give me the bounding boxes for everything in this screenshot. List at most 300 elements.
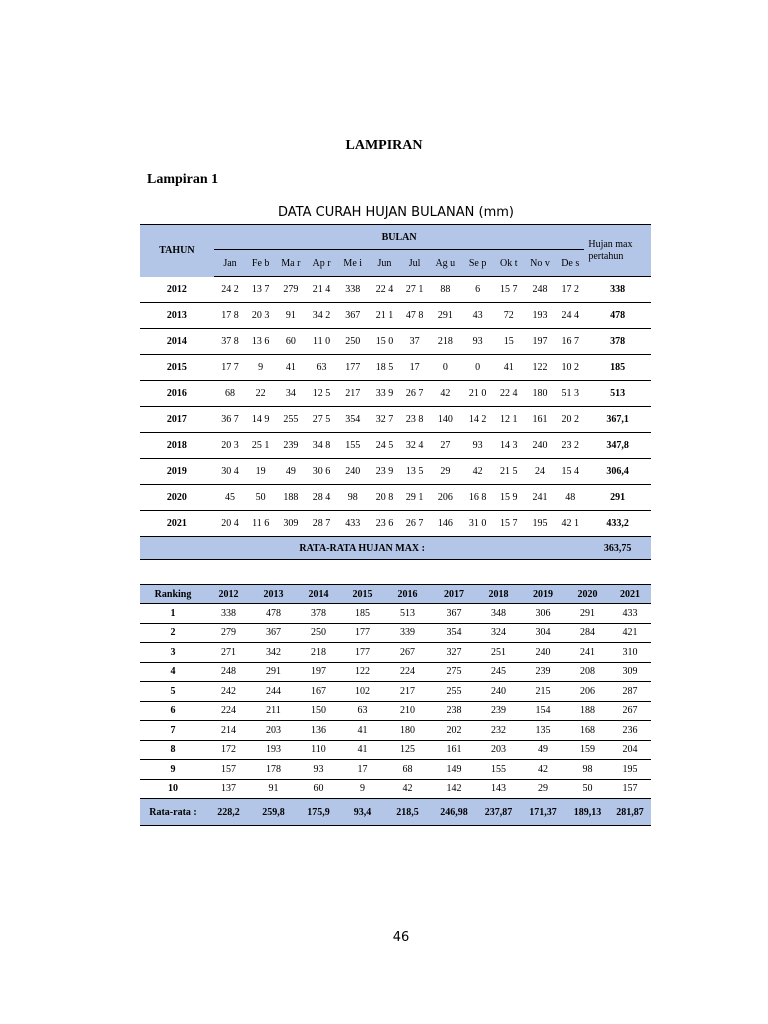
rainfall-cell: 22 4 xyxy=(494,381,524,407)
table-row xyxy=(140,433,651,459)
rainfall-cell: 15 7 xyxy=(494,277,524,303)
rainfall-cell: 17 8 xyxy=(214,303,246,329)
value-cell: 240 xyxy=(477,682,520,702)
rainfall-cell: 29 1 xyxy=(400,485,429,511)
value-cell: 50 xyxy=(566,779,609,799)
value-cell: 287 xyxy=(609,682,651,702)
rainfall-cell: 41 xyxy=(275,355,306,381)
rainfall-cell: 42 xyxy=(461,459,493,485)
rainfall-cell: 20 3 xyxy=(214,433,246,459)
rank-cell: 8 xyxy=(140,740,206,760)
rainfall-cell: 433 xyxy=(337,511,369,537)
year-cell: 2016 xyxy=(140,381,214,407)
value-cell: 93 xyxy=(296,760,341,780)
table-row xyxy=(140,760,651,780)
table-row xyxy=(140,485,651,511)
value-cell: 236 xyxy=(609,721,651,741)
rainfall-cell: 93 xyxy=(461,329,493,355)
rainfall-cell: 45 xyxy=(214,485,246,511)
value-cell: 177 xyxy=(341,643,384,663)
rainfall-cell: 18 5 xyxy=(369,355,400,381)
rainfall-cell: 33 9 xyxy=(369,381,400,407)
column-header: 2019 xyxy=(520,585,566,604)
rainfall-cell: 93 xyxy=(461,433,493,459)
rainfall-cell: 146 xyxy=(429,511,461,537)
value-cell: 157 xyxy=(609,779,651,799)
value-cell: 513 xyxy=(384,604,431,624)
rank-cell: 6 xyxy=(140,701,206,721)
value-cell: 41 xyxy=(341,721,384,741)
value-cell: 354 xyxy=(431,623,477,643)
average-value: 228,2 xyxy=(206,799,251,826)
rainfall-cell: 21 0 xyxy=(461,381,493,407)
table-row xyxy=(140,511,651,537)
annual-max-cell: 338 xyxy=(584,277,651,303)
value-cell: 291 xyxy=(251,662,296,682)
rainfall-cell: 338 xyxy=(337,277,369,303)
table-row xyxy=(140,662,651,682)
value-cell: 478 xyxy=(251,604,296,624)
rainfall-cell: 16 7 xyxy=(556,329,584,355)
value-cell: 291 xyxy=(566,604,609,624)
table1-title: DATA CURAH HUJAN BULANAN (mm) xyxy=(278,205,514,220)
table-row xyxy=(140,407,651,433)
value-cell: 125 xyxy=(384,740,431,760)
rainfall-cell: 367 xyxy=(337,303,369,329)
column-header: Ranking xyxy=(140,585,206,604)
rainfall-cell: 34 xyxy=(275,381,306,407)
rainfall-cell: 24 4 xyxy=(556,303,584,329)
value-cell: 284 xyxy=(566,623,609,643)
rainfall-cell: 26 7 xyxy=(400,381,429,407)
month-header: No v xyxy=(524,250,556,277)
value-cell: 310 xyxy=(609,643,651,663)
average-value: 175,9 xyxy=(296,799,341,826)
value-cell: 239 xyxy=(477,701,520,721)
rainfall-cell: 155 xyxy=(337,433,369,459)
monthly-rainfall-table xyxy=(140,224,651,560)
table-row xyxy=(140,604,651,624)
value-cell: 240 xyxy=(520,643,566,663)
column-header: 2014 xyxy=(296,585,341,604)
value-cell: 185 xyxy=(341,604,384,624)
annual-max-cell: 367,1 xyxy=(584,407,651,433)
value-cell: 63 xyxy=(341,701,384,721)
rainfall-cell: 193 xyxy=(524,303,556,329)
value-cell: 137 xyxy=(206,779,251,799)
rainfall-cell: 32 7 xyxy=(369,407,400,433)
value-cell: 42 xyxy=(520,760,566,780)
rainfall-cell: 13 5 xyxy=(400,459,429,485)
value-cell: 142 xyxy=(431,779,477,799)
rainfall-cell: 15 7 xyxy=(494,511,524,537)
value-cell: 159 xyxy=(566,740,609,760)
rainfall-cell: 15 xyxy=(494,329,524,355)
rainfall-cell: 25 1 xyxy=(246,433,275,459)
month-header: Ag u xyxy=(429,250,461,277)
value-cell: 232 xyxy=(477,721,520,741)
year-cell: 2015 xyxy=(140,355,214,381)
value-cell: 327 xyxy=(431,643,477,663)
rainfall-cell: 17 2 xyxy=(556,277,584,303)
page-heading: LAMPIRAN xyxy=(345,138,423,153)
annual-max-cell: 185 xyxy=(584,355,651,381)
rainfall-cell: 27 1 xyxy=(400,277,429,303)
rainfall-cell: 68 xyxy=(214,381,246,407)
value-cell: 188 xyxy=(566,701,609,721)
rainfall-cell: 13 6 xyxy=(246,329,275,355)
rainfall-cell: 240 xyxy=(524,433,556,459)
rainfall-cell: 17 7 xyxy=(214,355,246,381)
average-value: 246,98 xyxy=(431,799,477,826)
rainfall-cell: 14 9 xyxy=(246,407,275,433)
value-cell: 168 xyxy=(566,721,609,741)
value-cell: 338 xyxy=(206,604,251,624)
rainfall-cell: 11 6 xyxy=(246,511,275,537)
table-row xyxy=(140,740,651,760)
column-header: 2013 xyxy=(251,585,296,604)
rainfall-cell: 23 8 xyxy=(400,407,429,433)
rainfall-cell: 122 xyxy=(524,355,556,381)
rank-cell: 9 xyxy=(140,760,206,780)
table-row xyxy=(140,701,651,721)
rainfall-cell: 63 xyxy=(306,355,336,381)
rainfall-cell: 28 7 xyxy=(306,511,336,537)
rainfall-cell: 13 7 xyxy=(246,277,275,303)
table-row xyxy=(140,623,651,643)
value-cell: 149 xyxy=(431,760,477,780)
annual-max-header: Hujan max pertahun xyxy=(584,225,651,277)
table-row xyxy=(140,381,651,407)
rainfall-cell: 9 xyxy=(246,355,275,381)
value-cell: 204 xyxy=(609,740,651,760)
rainfall-cell: 23 6 xyxy=(369,511,400,537)
rainfall-cell: 31 0 xyxy=(461,511,493,537)
value-cell: 214 xyxy=(206,721,251,741)
month-group-header: BULAN xyxy=(214,225,584,250)
value-cell: 195 xyxy=(609,760,651,780)
rainfall-cell: 37 xyxy=(400,329,429,355)
value-cell: 49 xyxy=(520,740,566,760)
annual-max-cell: 291 xyxy=(584,485,651,511)
value-cell: 68 xyxy=(384,760,431,780)
month-header: Ap r xyxy=(306,250,336,277)
value-cell: 271 xyxy=(206,643,251,663)
rainfall-cell: 218 xyxy=(429,329,461,355)
rainfall-cell: 23 2 xyxy=(556,433,584,459)
table-row xyxy=(140,355,651,381)
value-cell: 136 xyxy=(296,721,341,741)
rainfall-cell: 24 5 xyxy=(369,433,400,459)
rainfall-cell: 180 xyxy=(524,381,556,407)
column-header: 2020 xyxy=(566,585,609,604)
rainfall-cell: 30 6 xyxy=(306,459,336,485)
column-header: 2018 xyxy=(477,585,520,604)
rainfall-cell: 354 xyxy=(337,407,369,433)
rank-cell: 10 xyxy=(140,779,206,799)
value-cell: 267 xyxy=(384,643,431,663)
value-cell: 206 xyxy=(566,682,609,702)
rainfall-cell: 42 1 xyxy=(556,511,584,537)
rainfall-cell: 49 xyxy=(275,459,306,485)
year-cell: 2017 xyxy=(140,407,214,433)
value-cell: 42 xyxy=(384,779,431,799)
value-cell: 367 xyxy=(431,604,477,624)
rainfall-cell: 217 xyxy=(337,381,369,407)
rainfall-cell: 140 xyxy=(429,407,461,433)
value-cell: 161 xyxy=(431,740,477,760)
rainfall-cell: 20 8 xyxy=(369,485,400,511)
value-cell: 304 xyxy=(520,623,566,643)
value-cell: 208 xyxy=(566,662,609,682)
annual-max-cell: 306,4 xyxy=(584,459,651,485)
rainfall-cell: 197 xyxy=(524,329,556,355)
rank-cell: 1 xyxy=(140,604,206,624)
value-cell: 91 xyxy=(251,779,296,799)
year-cell: 2019 xyxy=(140,459,214,485)
year-cell: 2014 xyxy=(140,329,214,355)
rainfall-cell: 21 4 xyxy=(306,277,336,303)
rainfall-cell: 195 xyxy=(524,511,556,537)
value-cell: 155 xyxy=(477,760,520,780)
value-cell: 102 xyxy=(341,682,384,702)
column-header: 2016 xyxy=(384,585,431,604)
value-cell: 342 xyxy=(251,643,296,663)
value-cell: 202 xyxy=(431,721,477,741)
month-header: Me i xyxy=(337,250,369,277)
value-cell: 250 xyxy=(296,623,341,643)
table-row xyxy=(140,779,651,799)
rank-cell: 3 xyxy=(140,643,206,663)
rainfall-cell: 241 xyxy=(524,485,556,511)
value-cell: 248 xyxy=(206,662,251,682)
value-cell: 255 xyxy=(431,682,477,702)
value-cell: 267 xyxy=(609,701,651,721)
rainfall-cell: 6 xyxy=(461,277,493,303)
value-cell: 157 xyxy=(206,760,251,780)
value-cell: 203 xyxy=(477,740,520,760)
year-cell: 2012 xyxy=(140,277,214,303)
month-header: Se p xyxy=(461,250,493,277)
value-cell: 215 xyxy=(520,682,566,702)
month-header: Jun xyxy=(369,250,400,277)
rainfall-cell: 250 xyxy=(337,329,369,355)
rank-cell: 4 xyxy=(140,662,206,682)
annual-max-cell: 378 xyxy=(584,329,651,355)
value-cell: 244 xyxy=(251,682,296,702)
rainfall-cell: 17 xyxy=(400,355,429,381)
rainfall-cell: 279 xyxy=(275,277,306,303)
value-cell: 98 xyxy=(566,760,609,780)
month-header: Fe b xyxy=(246,250,275,277)
rainfall-cell: 177 xyxy=(337,355,369,381)
value-cell: 150 xyxy=(296,701,341,721)
rainfall-cell: 24 2 xyxy=(214,277,246,303)
value-cell: 211 xyxy=(251,701,296,721)
rainfall-cell: 21 5 xyxy=(494,459,524,485)
average-value: 281,87 xyxy=(609,799,651,826)
rainfall-cell: 41 xyxy=(494,355,524,381)
average-label: Rata-rata : xyxy=(140,799,206,826)
average-value: 259,8 xyxy=(251,799,296,826)
value-cell: 203 xyxy=(251,721,296,741)
year-cell: 2020 xyxy=(140,485,214,511)
value-cell: 41 xyxy=(341,740,384,760)
annual-max-cell: 478 xyxy=(584,303,651,329)
rainfall-cell: 26 7 xyxy=(400,511,429,537)
rainfall-cell: 29 xyxy=(429,459,461,485)
value-cell: 242 xyxy=(206,682,251,702)
value-cell: 110 xyxy=(296,740,341,760)
value-cell: 238 xyxy=(431,701,477,721)
table-row xyxy=(140,643,651,663)
rainfall-cell: 255 xyxy=(275,407,306,433)
rainfall-cell: 239 xyxy=(275,433,306,459)
rainfall-cell: 22 xyxy=(246,381,275,407)
value-cell: 367 xyxy=(251,623,296,643)
rainfall-cell: 20 4 xyxy=(214,511,246,537)
average-value: 189,13 xyxy=(566,799,609,826)
average-value: 171,37 xyxy=(520,799,566,826)
value-cell: 9 xyxy=(341,779,384,799)
value-cell: 154 xyxy=(520,701,566,721)
rainfall-cell: 161 xyxy=(524,407,556,433)
rainfall-cell: 72 xyxy=(494,303,524,329)
value-cell: 239 xyxy=(520,662,566,682)
rainfall-cell: 188 xyxy=(275,485,306,511)
rainfall-cell: 60 xyxy=(275,329,306,355)
value-cell: 433 xyxy=(609,604,651,624)
rainfall-cell: 88 xyxy=(429,277,461,303)
value-cell: 29 xyxy=(520,779,566,799)
value-cell: 135 xyxy=(520,721,566,741)
value-cell: 251 xyxy=(477,643,520,663)
value-cell: 306 xyxy=(520,604,566,624)
value-cell: 122 xyxy=(341,662,384,682)
rainfall-cell: 12 1 xyxy=(494,407,524,433)
annual-max-cell: 433,2 xyxy=(584,511,651,537)
average-label: RATA-RATA HUJAN MAX : xyxy=(140,537,584,560)
value-cell: 309 xyxy=(609,662,651,682)
table-row xyxy=(140,459,651,485)
month-header: Ok t xyxy=(494,250,524,277)
rank-cell: 5 xyxy=(140,682,206,702)
rainfall-cell: 19 xyxy=(246,459,275,485)
value-cell: 178 xyxy=(251,760,296,780)
value-cell: 421 xyxy=(609,623,651,643)
rainfall-cell: 248 xyxy=(524,277,556,303)
value-cell: 172 xyxy=(206,740,251,760)
year-header: TAHUN xyxy=(140,225,214,277)
value-cell: 193 xyxy=(251,740,296,760)
value-cell: 197 xyxy=(296,662,341,682)
rainfall-cell: 23 9 xyxy=(369,459,400,485)
value-cell: 180 xyxy=(384,721,431,741)
rainfall-cell: 14 3 xyxy=(494,433,524,459)
rainfall-cell: 36 7 xyxy=(214,407,246,433)
rainfall-cell: 48 xyxy=(556,485,584,511)
value-cell: 217 xyxy=(384,682,431,702)
value-cell: 378 xyxy=(296,604,341,624)
rainfall-cell: 43 xyxy=(461,303,493,329)
rainfall-cell: 34 8 xyxy=(306,433,336,459)
value-cell: 60 xyxy=(296,779,341,799)
month-header: Ma r xyxy=(275,250,306,277)
month-header: Jul xyxy=(400,250,429,277)
rainfall-cell: 22 4 xyxy=(369,277,400,303)
average-value: 218,5 xyxy=(384,799,431,826)
table-row xyxy=(140,329,651,355)
page-number: 46 xyxy=(392,930,410,945)
rainfall-cell: 15 4 xyxy=(556,459,584,485)
value-cell: 17 xyxy=(341,760,384,780)
rainfall-cell: 10 2 xyxy=(556,355,584,381)
value-cell: 167 xyxy=(296,682,341,702)
column-header: 2012 xyxy=(206,585,251,604)
rainfall-cell: 42 xyxy=(429,381,461,407)
rainfall-cell: 51 3 xyxy=(556,381,584,407)
ranking-table xyxy=(140,584,651,826)
average-value: 237,87 xyxy=(477,799,520,826)
value-cell: 210 xyxy=(384,701,431,721)
rainfall-cell: 32 4 xyxy=(400,433,429,459)
table-row xyxy=(140,721,651,741)
month-header: De s xyxy=(556,250,584,277)
rainfall-cell: 240 xyxy=(337,459,369,485)
table-row xyxy=(140,682,651,702)
rainfall-cell: 15 9 xyxy=(494,485,524,511)
column-header: 2021 xyxy=(609,585,651,604)
rainfall-cell: 20 2 xyxy=(556,407,584,433)
value-cell: 339 xyxy=(384,623,431,643)
rainfall-cell: 28 4 xyxy=(306,485,336,511)
rainfall-cell: 0 xyxy=(461,355,493,381)
rainfall-cell: 11 0 xyxy=(306,329,336,355)
year-cell: 2018 xyxy=(140,433,214,459)
table-row xyxy=(140,303,651,329)
rainfall-cell: 206 xyxy=(429,485,461,511)
rainfall-cell: 27 xyxy=(429,433,461,459)
value-cell: 143 xyxy=(477,779,520,799)
value-cell: 279 xyxy=(206,623,251,643)
rainfall-cell: 309 xyxy=(275,511,306,537)
rainfall-cell: 37 8 xyxy=(214,329,246,355)
value-cell: 275 xyxy=(431,662,477,682)
annual-max-cell: 347,8 xyxy=(584,433,651,459)
average-row xyxy=(140,537,651,560)
rainfall-cell: 14 2 xyxy=(461,407,493,433)
value-cell: 324 xyxy=(477,623,520,643)
value-cell: 245 xyxy=(477,662,520,682)
rainfall-cell: 21 1 xyxy=(369,303,400,329)
average-value: 363,75 xyxy=(584,537,651,560)
rainfall-cell: 12 5 xyxy=(306,381,336,407)
value-cell: 218 xyxy=(296,643,341,663)
rainfall-cell: 34 2 xyxy=(306,303,336,329)
average-row xyxy=(140,799,651,826)
value-cell: 224 xyxy=(206,701,251,721)
rainfall-cell: 98 xyxy=(337,485,369,511)
rainfall-cell: 47 8 xyxy=(400,303,429,329)
column-header: 2015 xyxy=(341,585,384,604)
rainfall-cell: 15 0 xyxy=(369,329,400,355)
rainfall-cell: 0 xyxy=(429,355,461,381)
value-cell: 348 xyxy=(477,604,520,624)
rainfall-cell: 27 5 xyxy=(306,407,336,433)
rainfall-cell: 30 4 xyxy=(214,459,246,485)
rainfall-cell: 50 xyxy=(246,485,275,511)
rainfall-cell: 16 8 xyxy=(461,485,493,511)
